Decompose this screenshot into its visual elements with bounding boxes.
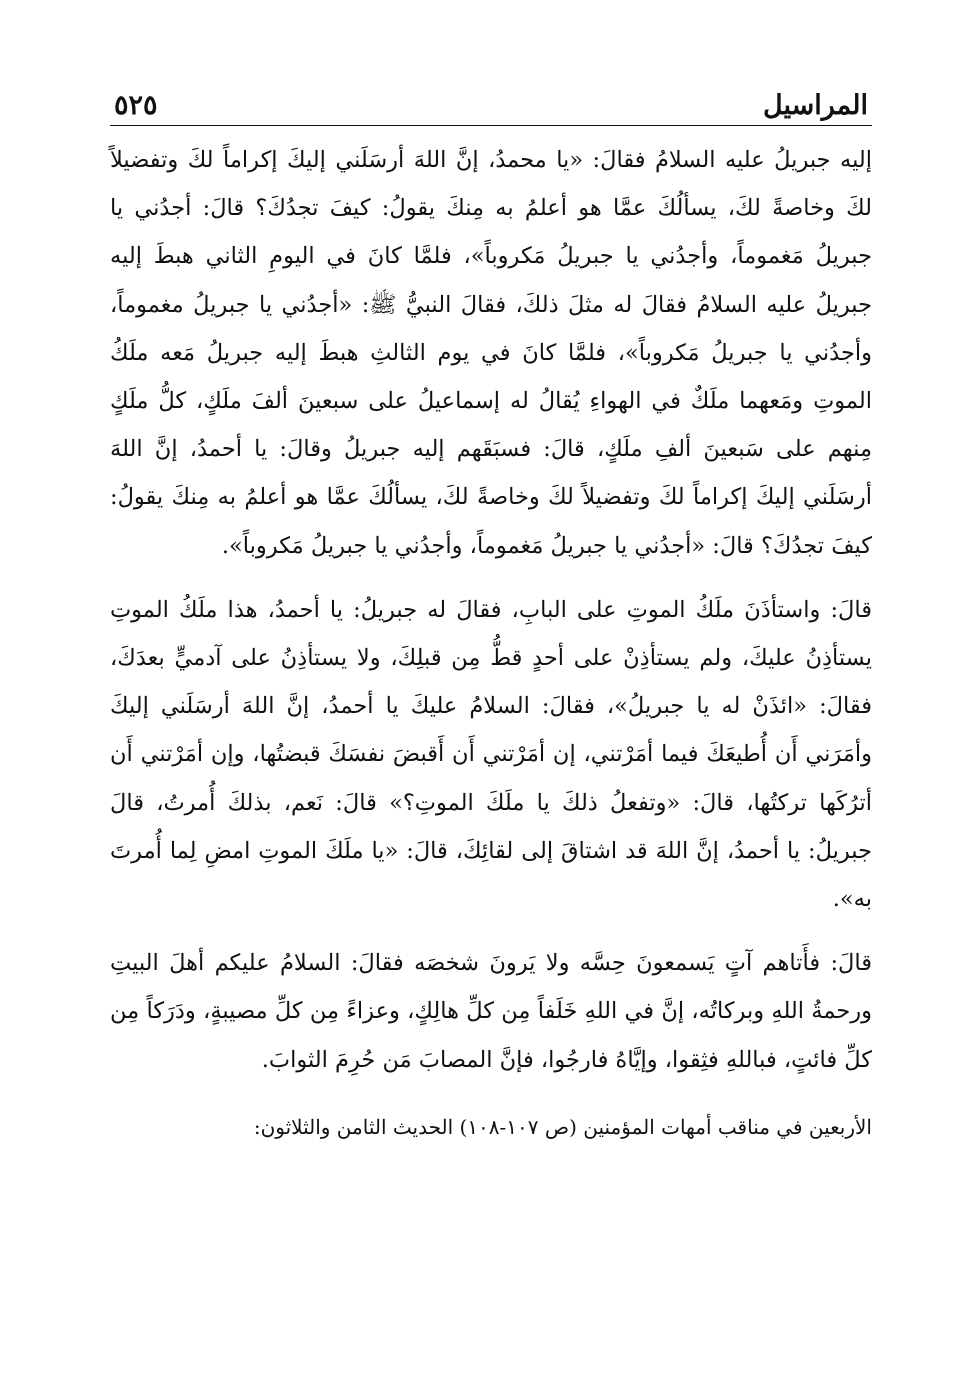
book-page	[110, 80, 872, 1340]
paragraph-3: قالَ: فأَتاهم آتٍ يَسمعونَ حِسَّه ولا يَرونَ شخصَه فقالَ: السلامُ عليكم أهلَ البيتِ ورحمةُ اللهِ وبركاتُه، إنَّ في اللهِ خَلَفاً مِن كلِّ هالِكٍ، وعزاءً مِن كلِّ مصيبةٍ، ودَرَكاً مِن كلِّ فائتٍ، فباللهِ فثِقوا، وإيَّاهُ فارجُوا، فإنَّ المصابَ مَن حُرِمَ الثوابَ.	[110, 950, 872, 1073]
page-number: ٥٢٥	[114, 90, 158, 121]
paragraph-2: قالَ: واستأذَنَ ملَكُ الموتِ على البابِ، فقالَ له جبريلُ: يا أحمدُ، هذا ملَكُ الموتِ يستأذِنُ عليكَ، ولم يستأذِنْ على أحدٍ قطُّ مِن قبلِكَ، ولا يستأذِنُ على آدميٍّ بعدَكَ، فقالَ: «ائذَنْ له يا جبريلُ»، فقالَ: السلامُ عليكَ يا أحمدُ، إنَّ اللهَ أرسَلَني إليكَ وأمَرَني أَن أُطيعَكَ فيما أمَرْتني، إن أمَرْتني أَن أَقبضَ نفسَكَ قبضتُها، وإن أمَرْتني أَن أترُكَها تركتُها، قالَ: «وتفعلُ ذلكَ يا ملَكَ الموتِ؟» قالَ: نَعم، بذلكَ أُمرتُ، قالَ جبريلُ: يا أحمدُ، إنَّ اللهَ قد اشتاقَ إلى لقائِكَ، قالَ: «يا ملَكَ الموتِ امضِ لِما أُمرتَ به».	[110, 596, 872, 913]
source-note: الأربعين في مناقب أمهات المؤمنين (ص ١٠٧-١٠٨) الحديث الثامن والثلاثون:	[253, 1114, 872, 1139]
paragraph-1: إليه جبريلُ عليه السلامُ فقالَ: «يا محمدُ، إنَّ اللهَ أرسَلَني إليكَ إكراماً لكَ وتفضيلاً لكَ وخاصةً لكَ، يسألُكَ عمَّا هو أعلمُ به مِنكَ يقولُ: كيفَ تجدُكَ؟ قالَ: أجدُني يا جبريلُ مَغموماً، وأجدُني يا جبريلُ مَكروباً»، فلمَّا كانَ في اليومِ الثاني هبطَ إليه جبريلُ عليه السلامُ فقالَ له مثلَ ذلكَ، فقالَ النبيُّ ﷺ: «أجدُني يا جبريلُ مغموماً، وأجدُني يا جبريلُ مَكروباً»، فلمَّا كانَ في يوم الثالثِ هبطَ إليه جبريلُ مَعه ملَكُ الموتِ ومَعهما ملَكٌ في الهواءِ يُقالُ له إسماعيلُ على سبعينَ ألفَ ملَكٍ، كلُّ ملَكٍ مِنهم على سَبعينَ ألفِ ملَكٍ، قالَ: فسبَقَهم إليه جبريلُ وقالَ: يا أحمدُ، إنَّ اللهَ أرسَلَني إليكَ إكراماً لكَ وتفضيلاً لكَ وخاصةً لكَ، يسألُكَ عمَّا هو أعلمُ به مِنكَ يقولُ: كيفَ تجدُكَ؟ قالَ: «أجدُني يا جبريلُ مَغموماً، وأجدُني يا جبريلُ مَكروباً».	[110, 147, 872, 559]
body-text	[110, 136, 872, 1084]
running-head-title: المراسيل	[763, 90, 868, 121]
running-header	[110, 80, 872, 126]
